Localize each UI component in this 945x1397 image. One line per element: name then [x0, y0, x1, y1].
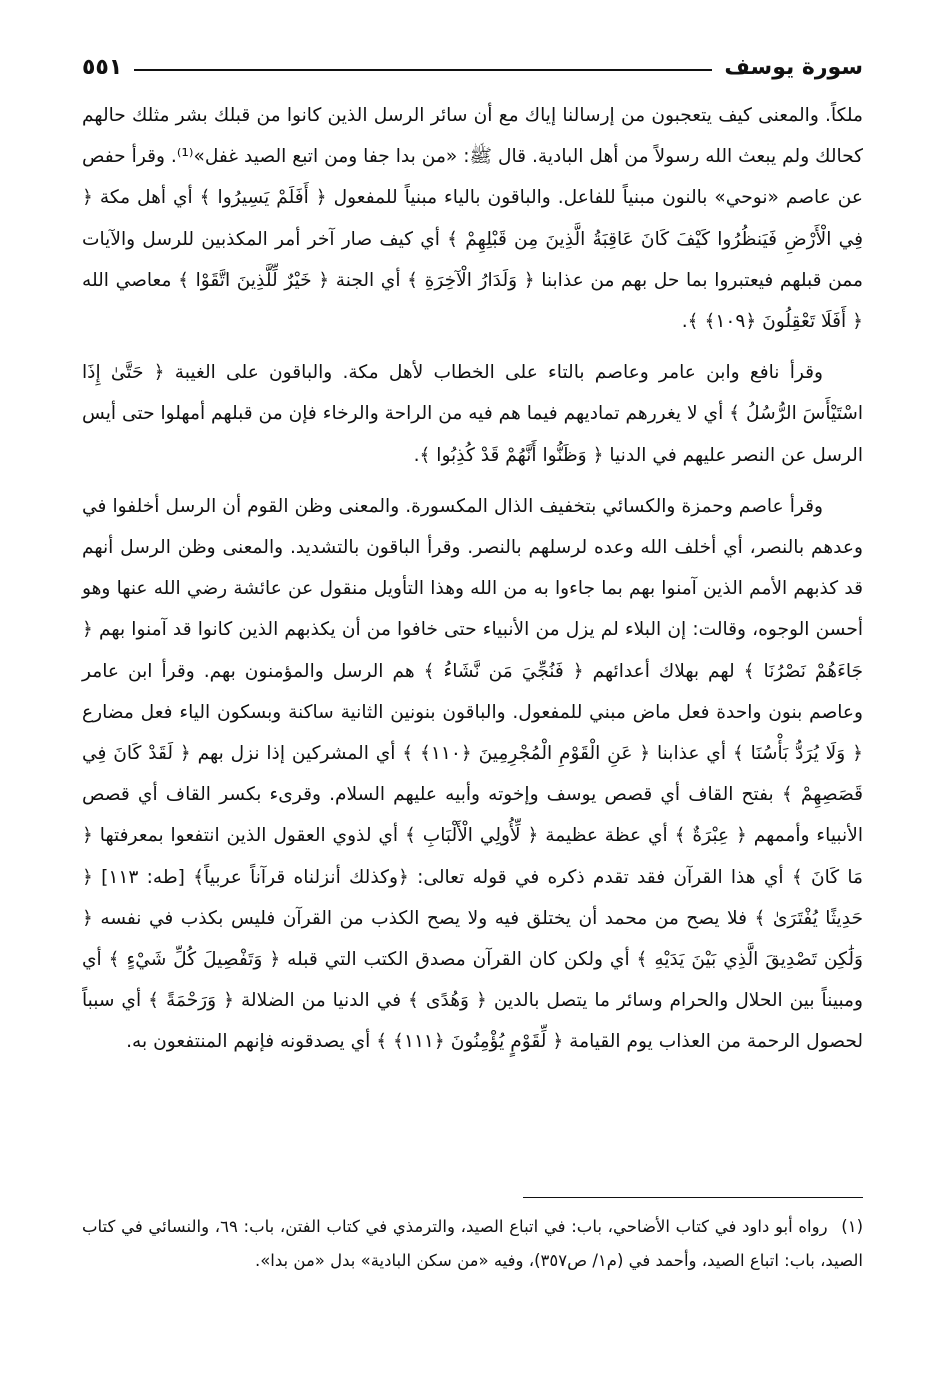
main-text: [82, 95, 863, 1073]
page-number: ٥٥١: [82, 54, 123, 80]
page-header: [82, 50, 863, 84]
footnote: [82, 1210, 863, 1278]
header-rule: [134, 69, 712, 71]
paragraph-2: وقرأ نافع وابن عامر وعاصم بالتاء على الخطاب لأهل مكة. والباقون على الغيبة ﴿ حَتَّىٰ إِذَا اسْتَيْأَسَ الرُّسُلُ ﴾ أي لا يغررهم تماديهم فيما هم فيه من الراحة والرخاء فإن من قبلهم أمهلوا حتى أيس الرسل عن النصر عليهم في الدنيا ﴿ وَظَنُّوا أَنَّهُمْ قَدْ كُذِبُوا ﴾.: [82, 362, 863, 466]
paragraph-3: وقرأ عاصم وحمزة والكسائي بتخفيف الذال المكسورة. والمعنى وظن القوم أن الرسل أخلفوا في وعدهم بالنصر، أي أخلف الله وعده لرسلهم بالنصر. وقرأ الباقون بالتشديد. والمعنى وظن الرسل أنهم قد كذبهم الأمم الذين آمنوا بهم بما جاءوا به من الله وهذا التأويل منقول عن عائشة رضي الله عنها وهو أحسن الوجوه، وقالت: إن البلاء لم يزل من الأنبياء حتى خافوا من أن يكذبهم الذين كانوا قد آمنوا بهم ﴿ جَاءَهُمْ نَصْرُنَا ﴾ لهم بهلاك أعدائهم ﴿ فَنُجِّيَ مَن نَّشَاءُ ﴾ هم الرسل والمؤمنون بهم. وقرأ ابن عامر وعاصم بنون واحدة فعل ماض مبني للمفعول. والباقون بنونين الثانية ساكنة وبسكون الياء فعل مضارع ﴿ وَلَا يُرَدُّ بَأْسُنَا ﴾ أي عذابنا ﴿ عَنِ الْقَوْمِ الْمُجْرِمِينَ ﴿١١٠﴾ ﴾ أي المشركين إذا نزل بهم ﴿ لَقَدْ كَانَ فِي قَصَصِهِمْ ﴾ بفتح القاف أي قصص يوسف وإخوته وأبيه عليهم السلام. وقرىء بكسر القاف أي قصص الأنبياء وأممهم ﴿ عِبْرَةٌ ﴾ أي عظة عظيمة ﴿ لِّأُولِي الْأَلْبَابِ ﴾ أي لذوي العقول الذين انتفعوا بمعرفتها ﴿ مَا كَانَ ﴾ أي هذا القرآن فقد تقدم ذكره في قوله تعالى: ﴿وكذلك أنزلناه قرآناً عربياً﴾ [طه: ١١٣] ﴿ حَدِيثًا يُفْتَرَىٰ ﴾ فلا يصح من محمد أن يختلق فيه ولا يصح الكذب من القرآن فليس بكذب في نفسه ﴿ وَلَٰكِن تَصْدِيقَ الَّذِي بَيْنَ يَدَيْهِ ﴾ أي ولكن كان القرآن مصدق الكتب التي قبله ﴿ وَتَفْصِيلَ كُلِّ شَيْءٍ ﴾ أي ومبيناً بين الحلال والحرام وسائر ما يتصل بالدين ﴿ وَهُدًى ﴾ في الدنيا من الضلالة ﴿ وَرَحْمَةً ﴾ أي سبباً لحصول الرحمة من العذاب يوم القيامة ﴿ لِّقَوْمٍ يُؤْمِنُونَ ﴿١١١﴾ ﴾ أي يصدقونه فإنهم المنتفعون به.: [82, 495, 863, 1053]
footnote-text: رواه أبو داود في كتاب الأضاحي، باب: في اتباع الصيد، والترمذي في كتاب الفتن، باب: ٦٩، والنسائي في كتاب الصيد، باب: اتباع الصيد، وأحمد في (م١/ ص٣٥٧)، وفيه «من سكن البادية» بدل «من بدا».: [82, 1217, 863, 1270]
paragraph-1: ملكاً. والمعنى كيف يتعجبون من إرسالنا إياك مع أن سائر الرسل الذين كانوا من قبلك بشر مثلك حالهم كحالك ولم يبعث الله رسولاً من أهل البادية. قال ﷺ: «من بدا جفا ومن اتبع الصيد غفل»⁽¹⁾. وقرأ حفص عن عاصم «نوحي» بالنون مبنياً للفاعل. والباقون بالياء مبنياً للمفعول ﴿ أَفَلَمْ يَسِيرُوا ﴾ أي أهل مكة ﴿ فِي الْأَرْضِ فَيَنظُرُوا كَيْفَ كَانَ عَاقِبَةُ الَّذِينَ مِن قَبْلِهِمْ ﴾ أي كيف صار آخر أمر المكذبين للرسل والآيات ممن قبلهم فيعتبروا بما حل بهم من عذابنا ﴿ وَلَدَارُ الْآخِرَةِ ﴾ أي الجنة ﴿ خَيْرٌ لِّلَّذِينَ اتَّقَوْا ﴾ معاصي الله ﴿ أَفَلَا تَعْقِلُونَ ﴿١٠٩﴾ ﴾.: [82, 105, 863, 333]
surah-title: سورة يوسف: [724, 54, 863, 80]
footnote-number: (١): [841, 1217, 864, 1236]
footnote-separator: [523, 1197, 863, 1198]
